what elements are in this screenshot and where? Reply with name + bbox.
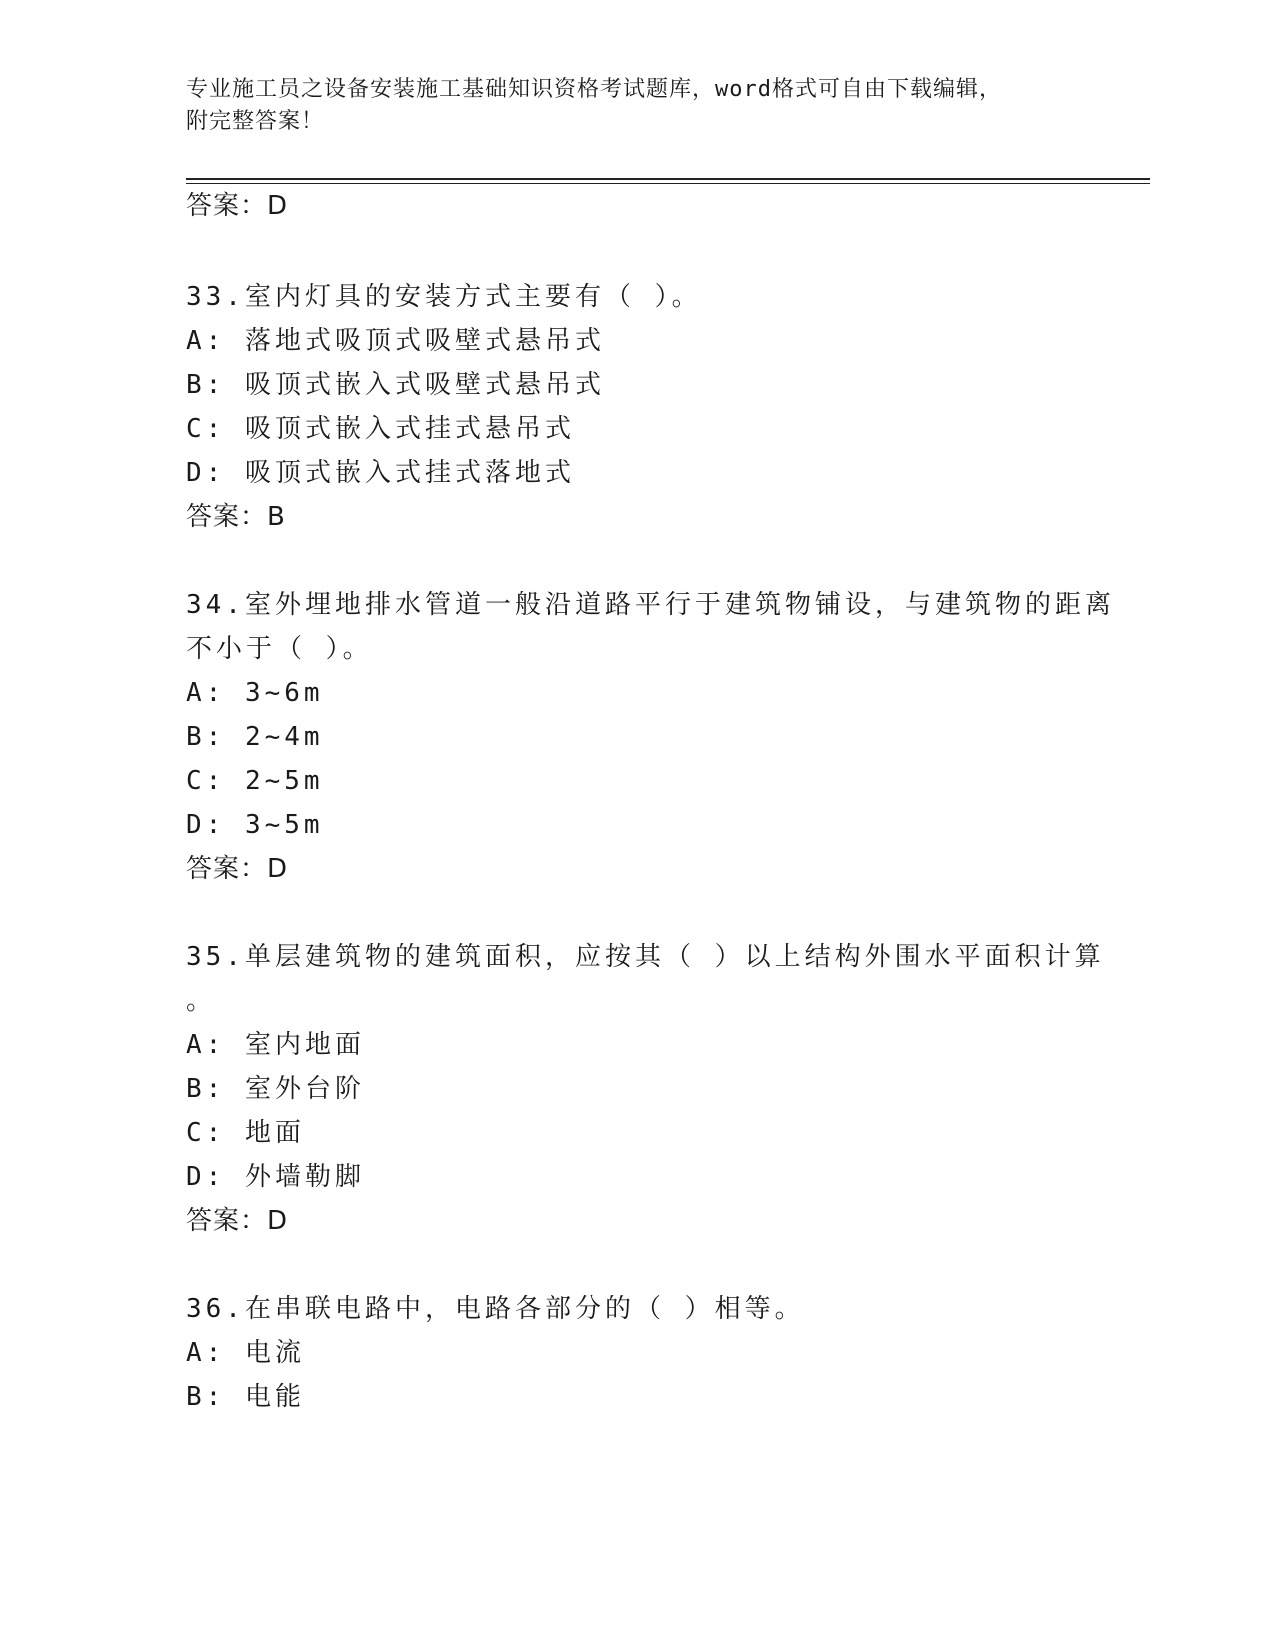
- question-35-answer: [186, 1205, 288, 1237]
- question-36-option-a: [186, 1337, 305, 1369]
- question-33-option-a: [186, 325, 605, 357]
- question-34-option-c: [186, 765, 324, 797]
- question-33-option-d: [186, 457, 575, 489]
- option-key: A:: [186, 678, 226, 708]
- answer-value: D: [267, 191, 289, 221]
- question-34-answer: [186, 853, 288, 885]
- question-number: 34.: [186, 590, 245, 620]
- option-key: B:: [186, 1382, 226, 1412]
- option-text: 室内地面: [244, 1030, 365, 1060]
- question-text: 单层建筑物的建筑面积，应按其（ ）以上结构外围水平面积计算: [244, 942, 1105, 972]
- document-header: [186, 74, 1086, 138]
- answer-label: 答案：: [186, 1206, 268, 1236]
- question-36-option-b: [186, 1381, 305, 1413]
- question-33-stem: [186, 281, 702, 313]
- previous-answer: [186, 190, 288, 222]
- question-35-stem-line-2: [186, 985, 216, 1017]
- option-key: B:: [186, 722, 226, 752]
- question-number: 35.: [186, 942, 245, 972]
- question-35-stem-line-1: [186, 941, 1105, 973]
- question-text: 室内灯具的安装方式主要有（ ）。: [244, 282, 702, 312]
- option-text: 室外台阶: [244, 1074, 365, 1104]
- option-text: 吸顶式嵌入式挂式悬吊式: [244, 414, 575, 444]
- header-divider-thin: [186, 183, 1150, 184]
- question-34-option-b: [186, 721, 324, 753]
- option-key: A:: [186, 1338, 226, 1368]
- question-35-option-c: [186, 1117, 305, 1149]
- question-text-continued: 。: [186, 986, 217, 1016]
- question-34-option-d: [186, 809, 324, 841]
- option-text: 2~5m: [244, 766, 324, 796]
- question-number: 33.: [186, 282, 245, 312]
- option-key: C:: [186, 1118, 226, 1148]
- header-line-2: 附完整答案！: [186, 109, 325, 134]
- header-divider-thick: [186, 178, 1150, 180]
- question-text: 在串联电路中，电路各部分的（ ）相等。: [244, 1294, 805, 1324]
- option-key: B:: [186, 370, 226, 400]
- option-text: 电流: [244, 1338, 305, 1368]
- answer-value: D: [267, 854, 289, 884]
- answer-value: D: [267, 1206, 289, 1236]
- question-35-option-a: [186, 1029, 365, 1061]
- header-line-1: 专业施工员之设备安装施工基础知识资格考试题库，word格式可自由下载编辑，: [186, 77, 1002, 102]
- question-33-option-b: [186, 369, 605, 401]
- option-text: 吸顶式嵌入式挂式落地式: [244, 458, 575, 488]
- option-key: D:: [186, 810, 226, 840]
- question-34-stem-line-2: [186, 633, 373, 665]
- option-text: 外墙勒脚: [244, 1162, 365, 1192]
- question-36-stem: [186, 1293, 805, 1325]
- option-text: 吸顶式嵌入式吸壁式悬吊式: [244, 370, 605, 400]
- answer-label: 答案：: [186, 191, 268, 221]
- question-33-option-c: [186, 413, 575, 445]
- answer-label: 答案：: [186, 502, 268, 532]
- question-34-option-a: [186, 677, 324, 709]
- option-key: A:: [186, 1030, 226, 1060]
- option-text: 地面: [244, 1118, 305, 1148]
- question-text-continued: 不小于（ ）。: [186, 634, 373, 664]
- option-key: C:: [186, 766, 226, 796]
- question-text: 室外埋地排水管道一般沿道路平行于建筑物铺设，与建筑物的距离: [244, 590, 1115, 620]
- option-key: D:: [186, 1162, 226, 1192]
- option-text: 2~4m: [244, 722, 324, 752]
- question-number: 36.: [186, 1294, 245, 1324]
- question-33-answer: [186, 501, 286, 533]
- option-text: 3~6m: [244, 678, 324, 708]
- option-key: D:: [186, 458, 226, 488]
- question-34-stem-line-1: [186, 589, 1115, 621]
- option-key: A:: [186, 326, 226, 356]
- option-key: B:: [186, 1074, 226, 1104]
- question-35-option-d: [186, 1161, 365, 1193]
- option-text: 3~5m: [244, 810, 324, 840]
- option-text: 电能: [244, 1382, 305, 1412]
- option-key: C:: [186, 414, 226, 444]
- question-35-option-b: [186, 1073, 365, 1105]
- answer-value: B: [267, 502, 286, 532]
- answer-label: 答案：: [186, 854, 268, 884]
- option-text: 落地式吸顶式吸壁式悬吊式: [244, 326, 605, 356]
